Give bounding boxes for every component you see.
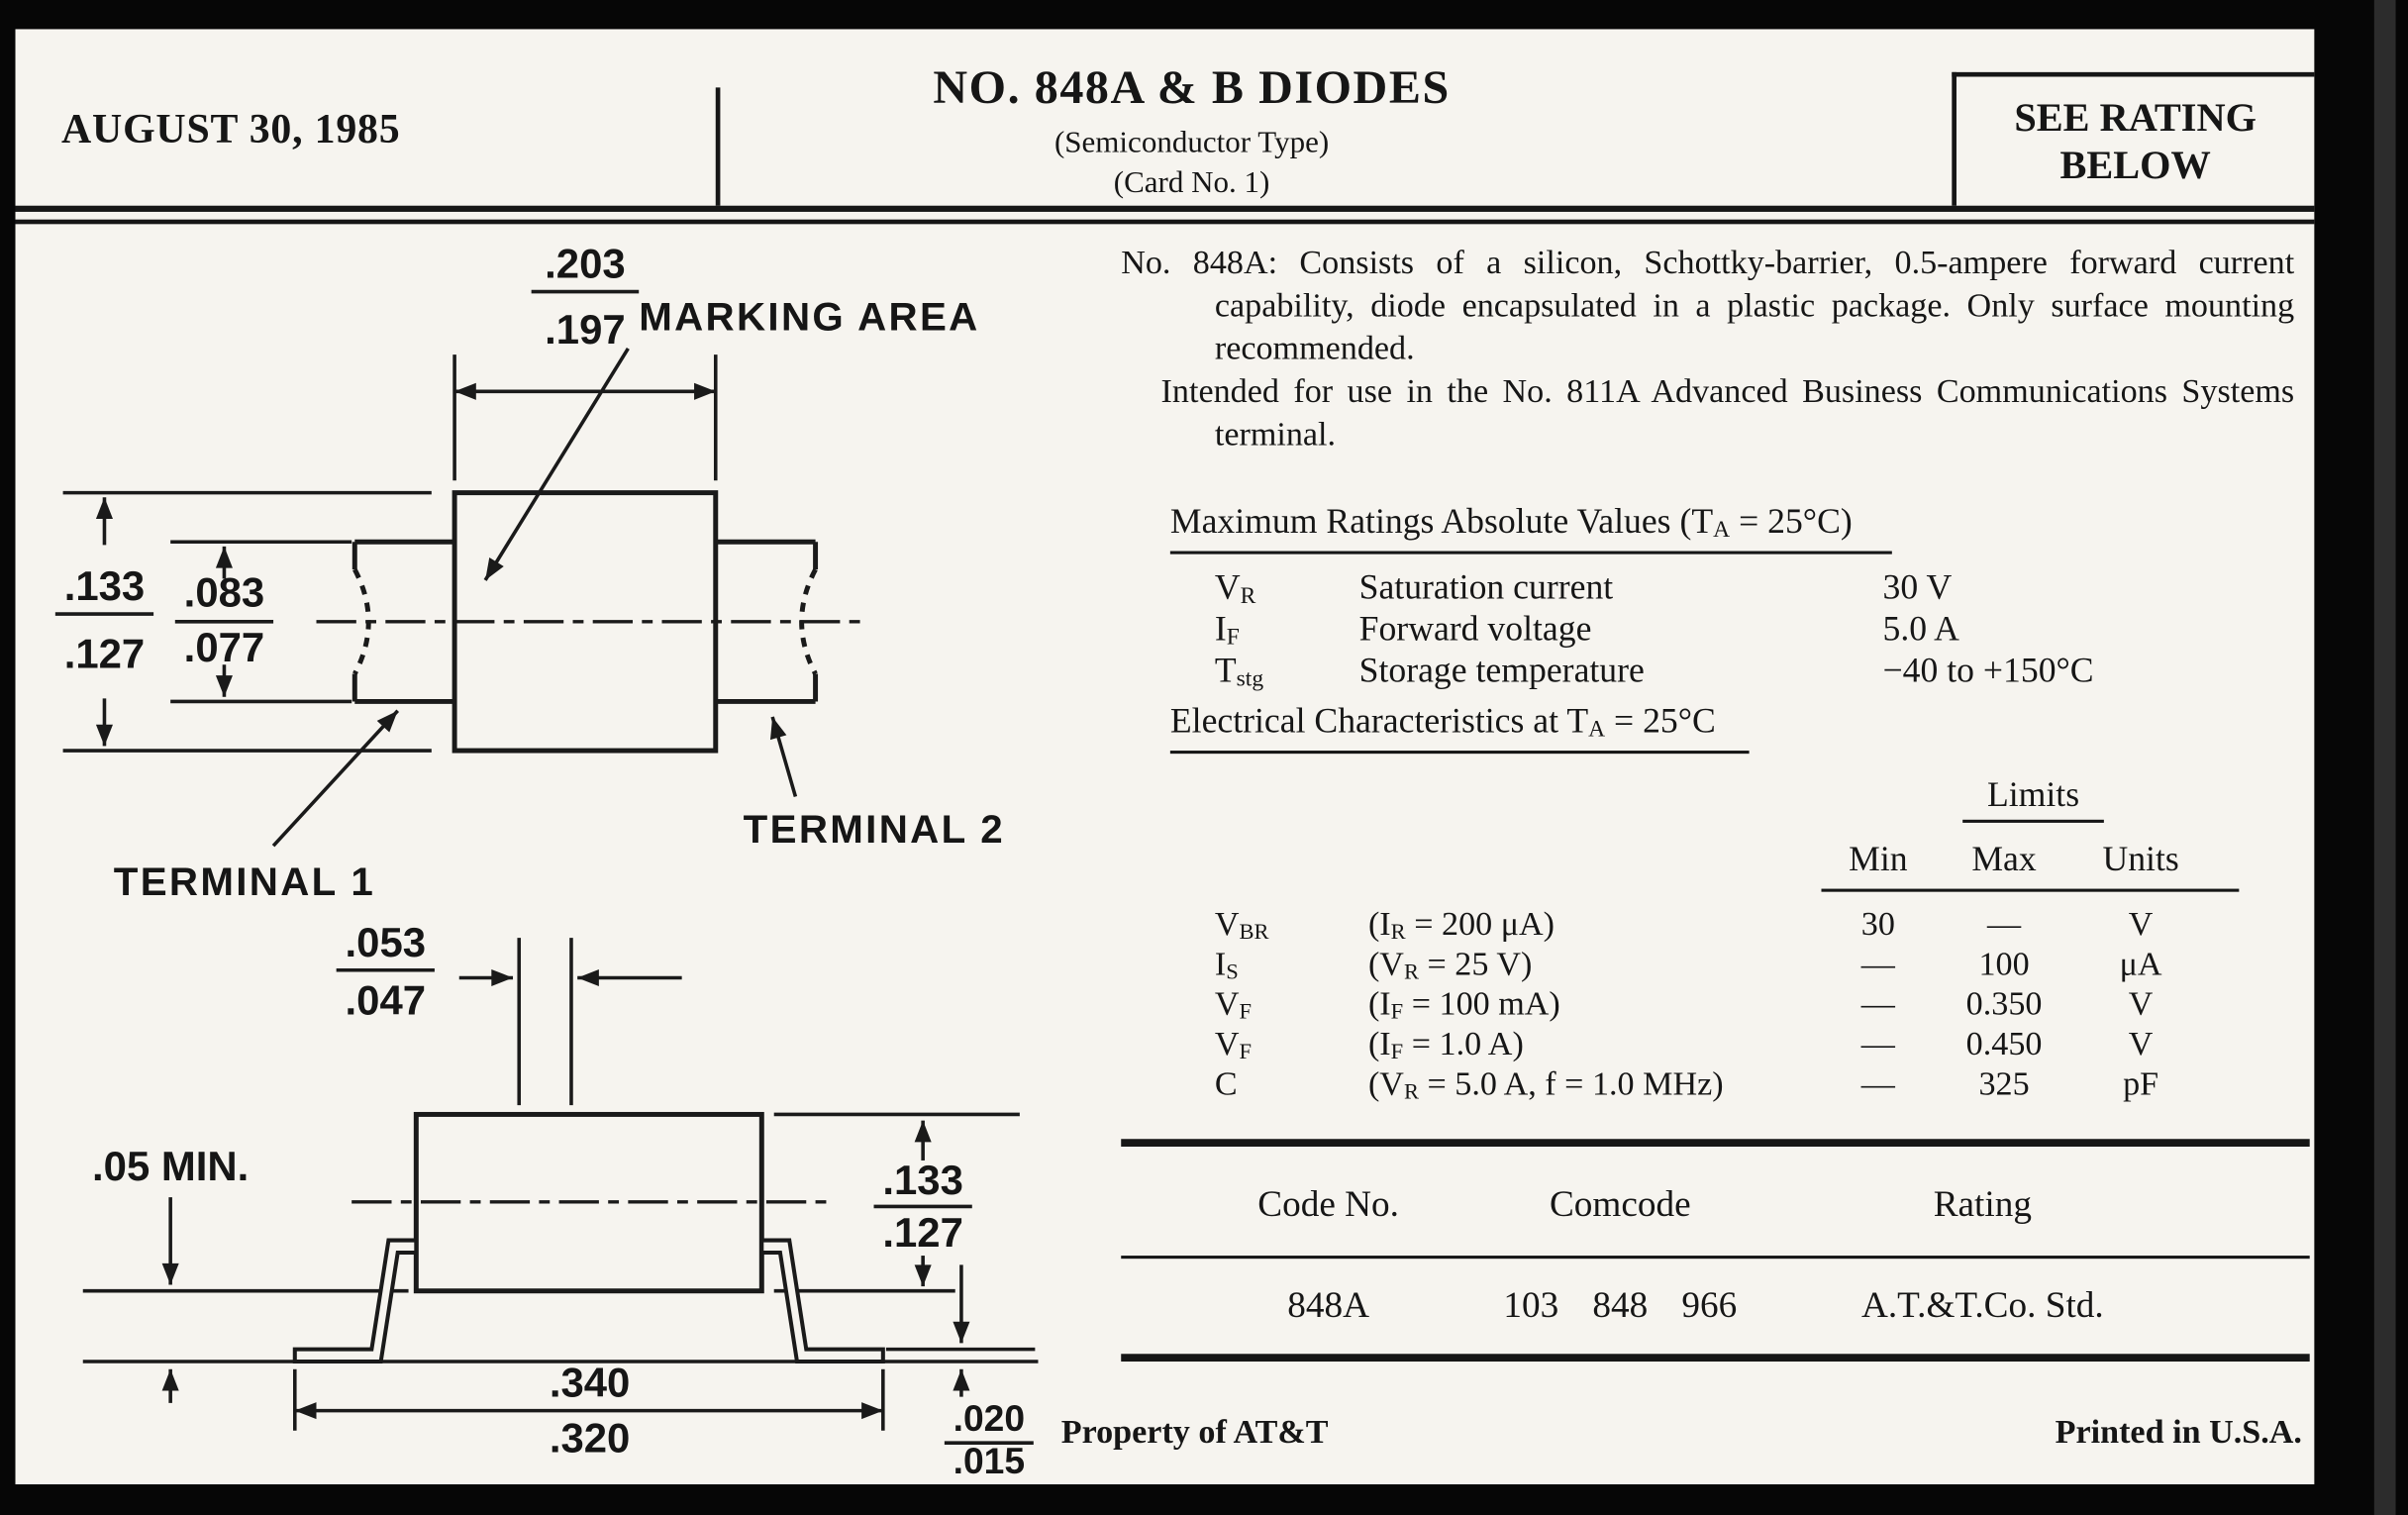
dim-side-body-height-bottom: .127	[882, 1208, 963, 1256]
rating-name: Forward voltage	[1358, 609, 1592, 649]
dim-overall-length	[295, 1360, 883, 1462]
code-table-rule-middle	[1121, 1256, 2309, 1259]
rating-header: Rating	[1933, 1184, 2032, 1226]
header-rule-top	[16, 206, 2315, 212]
left-lead	[295, 1241, 417, 1362]
dim-standoff-min-label: .05 MIN.	[92, 1143, 250, 1190]
marking-area-label: MARKING AREA	[639, 294, 980, 340]
electrical-row	[1215, 1063, 2213, 1103]
rating-note	[1956, 94, 2314, 189]
param-condition: ($I_R = 200$ μA)	[1367, 904, 1555, 946]
param-symbol: $V_F$	[1214, 1023, 1253, 1065]
rating-symbol: $V_R$	[1214, 567, 1256, 609]
code-no-value: 848A	[1287, 1286, 1369, 1327]
dim-body-height-top: .133	[63, 562, 146, 610]
max-ratings-row	[1215, 650, 2094, 691]
card-number: (Card No. 1)	[1113, 165, 1270, 200]
param-symbol: $I_S$	[1214, 944, 1239, 985]
param-min: —	[1860, 944, 1895, 983]
max-ratings-table	[1215, 566, 2094, 691]
max-ratings-row	[1215, 608, 2094, 650]
electrical-row	[1215, 1024, 2213, 1063]
param-units: μA	[2119, 944, 2162, 983]
document-date: AUGUST 30, 1985	[61, 105, 401, 152]
rating-note-line2: BELOW	[2059, 143, 2211, 188]
electrical-row	[1215, 944, 2213, 983]
dim-side-body-height	[774, 1114, 1020, 1290]
param-condition: ($I_F = 1.0$ A)	[1367, 1023, 1524, 1065]
dim-width-bottom: .197	[545, 306, 626, 354]
comcode-value: 103 848 966	[1503, 1286, 1738, 1327]
col-header-units: Units	[2102, 839, 2179, 878]
code-table-rule-bottom	[1121, 1354, 2309, 1362]
rating-symbol: $T_{stg}$	[1214, 651, 1264, 692]
title-block	[731, 59, 1653, 201]
dim-foot-top: .020	[953, 1396, 1026, 1439]
col-header-max: Max	[1971, 839, 2037, 878]
param-min: 30	[1860, 904, 1895, 943]
dim-terminal-height-bottom: .077	[183, 624, 265, 671]
top-view-drawing	[25, 220, 1100, 911]
param-condition: ($V_R = 5.0$ A, f = 1.0 MHz)	[1367, 1063, 1724, 1105]
dim-length-bottom: .320	[549, 1414, 631, 1462]
footer-property: Property of AT&T	[1060, 1412, 1329, 1451]
terminal1-label: TERMINAL 1	[113, 858, 376, 904]
rating-name: Storage temperature	[1358, 651, 1645, 690]
rating-value: A.T.&T.Co. Std.	[1860, 1286, 2104, 1327]
code-table-rule-top	[1121, 1139, 2309, 1147]
right-lead	[761, 1241, 883, 1362]
dim-standoff-min	[83, 1143, 409, 1403]
electrical-table	[1215, 904, 2213, 1104]
electrical-header-rule	[1821, 889, 2239, 892]
param-units: V	[2128, 983, 2154, 1023]
dim-terminal-height-top: .083	[183, 568, 265, 616]
description-para2: Intended for use in the No. 811A Advanced Business Communications Systems terminal.	[1160, 371, 2295, 454]
page-title: NO. 848A & B DIODES	[933, 59, 1451, 114]
electrical-column-headers	[1215, 840, 2213, 879]
rating-value: 30 V	[1882, 567, 1953, 607]
rating-value: −40 to +150°C	[1882, 651, 2094, 690]
rating-note-line1: SEE RATING	[2014, 95, 2257, 141]
param-condition: ($I_F = 100$ mA)	[1367, 983, 1560, 1025]
description-block	[1121, 241, 2294, 455]
page-subtitle: (Semiconductor Type)	[1054, 126, 1330, 160]
comcode-header: Comcode	[1549, 1184, 1691, 1226]
scan-edge-artifact	[2374, 0, 2396, 1515]
electrical-row	[1215, 984, 2213, 1024]
dim-lead-width	[337, 919, 682, 1105]
max-ratings-title: Maximum Ratings Absolute Values $(T_A = 25^\circ C)$	[1170, 502, 1892, 555]
limits-header: Limits	[1962, 775, 2104, 823]
rating-symbol: $I_F$	[1214, 609, 1240, 651]
document-page	[16, 29, 2315, 1484]
param-symbol: C	[1214, 1063, 1238, 1103]
terminal2-label: TERMINAL 2	[743, 807, 1006, 853]
header-divider-left	[716, 87, 721, 205]
param-min: —	[1860, 1063, 1895, 1103]
param-min: —	[1860, 983, 1895, 1023]
param-condition: ($V_R = 25$ V)	[1367, 944, 1533, 985]
param-max: —	[1986, 904, 2022, 943]
dim-body-width	[454, 241, 716, 481]
terminal1-callout	[114, 711, 398, 904]
col-header-min: Min	[1849, 839, 1908, 878]
footer-printed: Printed in U.S.A.	[2055, 1412, 2302, 1451]
param-units: V	[2128, 1023, 2154, 1062]
dim-foot-bottom: .015	[953, 1440, 1026, 1480]
dim-lead-top: .053	[345, 918, 427, 965]
param-min: —	[1860, 1023, 1895, 1062]
max-ratings-row	[1215, 566, 2094, 608]
code-table	[1121, 1139, 2309, 1364]
dim-foot-thickness	[886, 1264, 1035, 1479]
dim-lead-bottom: .047	[345, 976, 427, 1024]
description-para1: No. 848A: Consists of a silicon, Schottky-barrier, 0.5-ampere forward current capability, diode encapsulated in a plastic package. Only surface mounting recommended.	[1121, 242, 2295, 367]
rating-name: Saturation current	[1358, 567, 1614, 607]
code-no-header: Code No.	[1257, 1184, 1399, 1226]
dim-body-height-bottom: .127	[63, 630, 146, 677]
dim-width-top: .203	[545, 240, 626, 287]
param-max: 100	[1978, 944, 2030, 983]
param-max: 0.350	[1965, 983, 2043, 1023]
param-max: 325	[1978, 1063, 2030, 1103]
param-units: V	[2128, 904, 2154, 943]
electrical-title: Electrical Characteristics at $T_A = 25^\circ C$	[1170, 701, 1750, 754]
dim-side-body-height-top: .133	[882, 1157, 963, 1204]
electrical-row	[1215, 904, 2213, 944]
param-symbol: $V_F$	[1214, 983, 1253, 1025]
side-view-drawing	[25, 915, 1100, 1479]
rating-cell-topline	[1952, 72, 2314, 77]
terminal2-callout	[744, 717, 1005, 852]
param-max: 0.450	[1965, 1023, 2043, 1062]
rating-value: 5.0 A	[1882, 609, 1959, 649]
param-symbol: $V_{BR}$	[1214, 904, 1269, 946]
param-units: pF	[2123, 1063, 2159, 1103]
dim-length-top: .340	[549, 1359, 631, 1406]
